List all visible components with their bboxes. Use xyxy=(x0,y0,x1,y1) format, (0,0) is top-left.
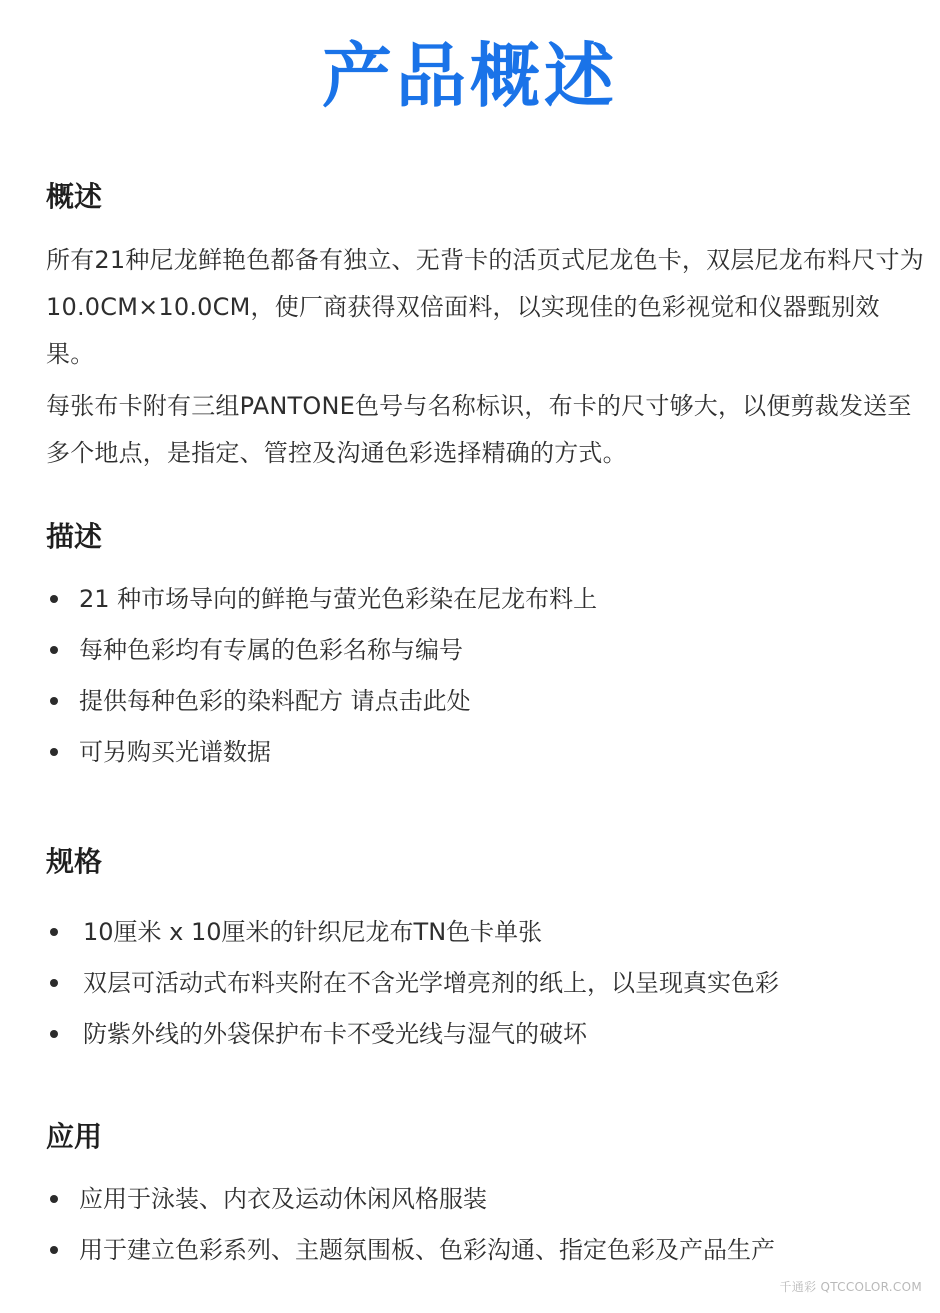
overview-paragraph-1: 所有21种尼龙鲜艳色都备有独立、无背卡的活页式尼龙色卡，双层尼龙布料尺寸为10.0CM×10.0CM，使厂商获得双倍面料，以实现佳的色彩视觉和仪器甄别效果。 xyxy=(46,246,924,368)
list-item-text: 防紫外线的外袋保护布卡不受光线与湿气的破坏 xyxy=(83,1020,587,1048)
bullet-icon xyxy=(50,595,58,603)
overview-paragraph-2: 每张布卡附有三组PANTONE色号与名称标识，布卡的尺寸够大，以便剪裁发送至多个地点，是指定、管控及沟通色彩选择精确的方式。 xyxy=(46,392,912,467)
list-item xyxy=(46,917,779,968)
list-item xyxy=(46,635,597,686)
bullet-icon xyxy=(50,697,58,705)
list-item xyxy=(46,1235,775,1286)
bullet-icon xyxy=(50,646,58,654)
list-item-text: 10厘米 x 10厘米的针织尼龙布TN色卡单张 xyxy=(83,918,543,946)
list-item-text: 双层可活动式布料夹附在不含光学增亮剂的纸上，以呈现真实色彩 xyxy=(83,969,779,997)
list-item-text: 每种色彩均有专属的色彩名称与编号 xyxy=(79,636,463,664)
watermark: 千通彩 QTCCOLOR.COM xyxy=(779,1280,922,1294)
list-item-text: 应用于泳装、内衣及运动休闲风格服装 xyxy=(79,1185,487,1213)
list-item-text: 可另购买光谱数据 xyxy=(79,738,271,766)
list-item-text: 用于建立色彩系列、主题氛围板、色彩沟通、指定色彩及产品生产 xyxy=(79,1236,775,1264)
bullet-icon xyxy=(50,928,58,936)
section-heading-specifications: 规格 xyxy=(46,845,103,878)
specifications-list xyxy=(46,917,779,1070)
list-item-text: 21 种市场导向的鲜艳与萤光色彩染在尼龙布料上 xyxy=(79,585,598,613)
list-item xyxy=(46,1184,775,1235)
page-title: 产品概述 xyxy=(322,35,618,117)
section-heading-overview: 概述 xyxy=(46,180,103,213)
list-item-text: 提供每种色彩的染料配方 请点击此处 xyxy=(79,687,471,715)
list-item xyxy=(46,1019,779,1070)
bullet-icon xyxy=(50,1246,58,1254)
description-list xyxy=(46,584,597,788)
section-heading-applications: 应用 xyxy=(46,1120,103,1153)
section-heading-description: 描述 xyxy=(46,520,103,553)
bullet-icon xyxy=(50,1195,58,1203)
bullet-icon xyxy=(50,1030,58,1038)
list-item xyxy=(46,584,597,635)
bullet-icon xyxy=(50,979,58,987)
list-item xyxy=(46,686,597,737)
bullet-icon xyxy=(50,748,58,756)
list-item xyxy=(46,737,597,788)
applications-list xyxy=(46,1184,775,1286)
list-item xyxy=(46,968,779,1019)
